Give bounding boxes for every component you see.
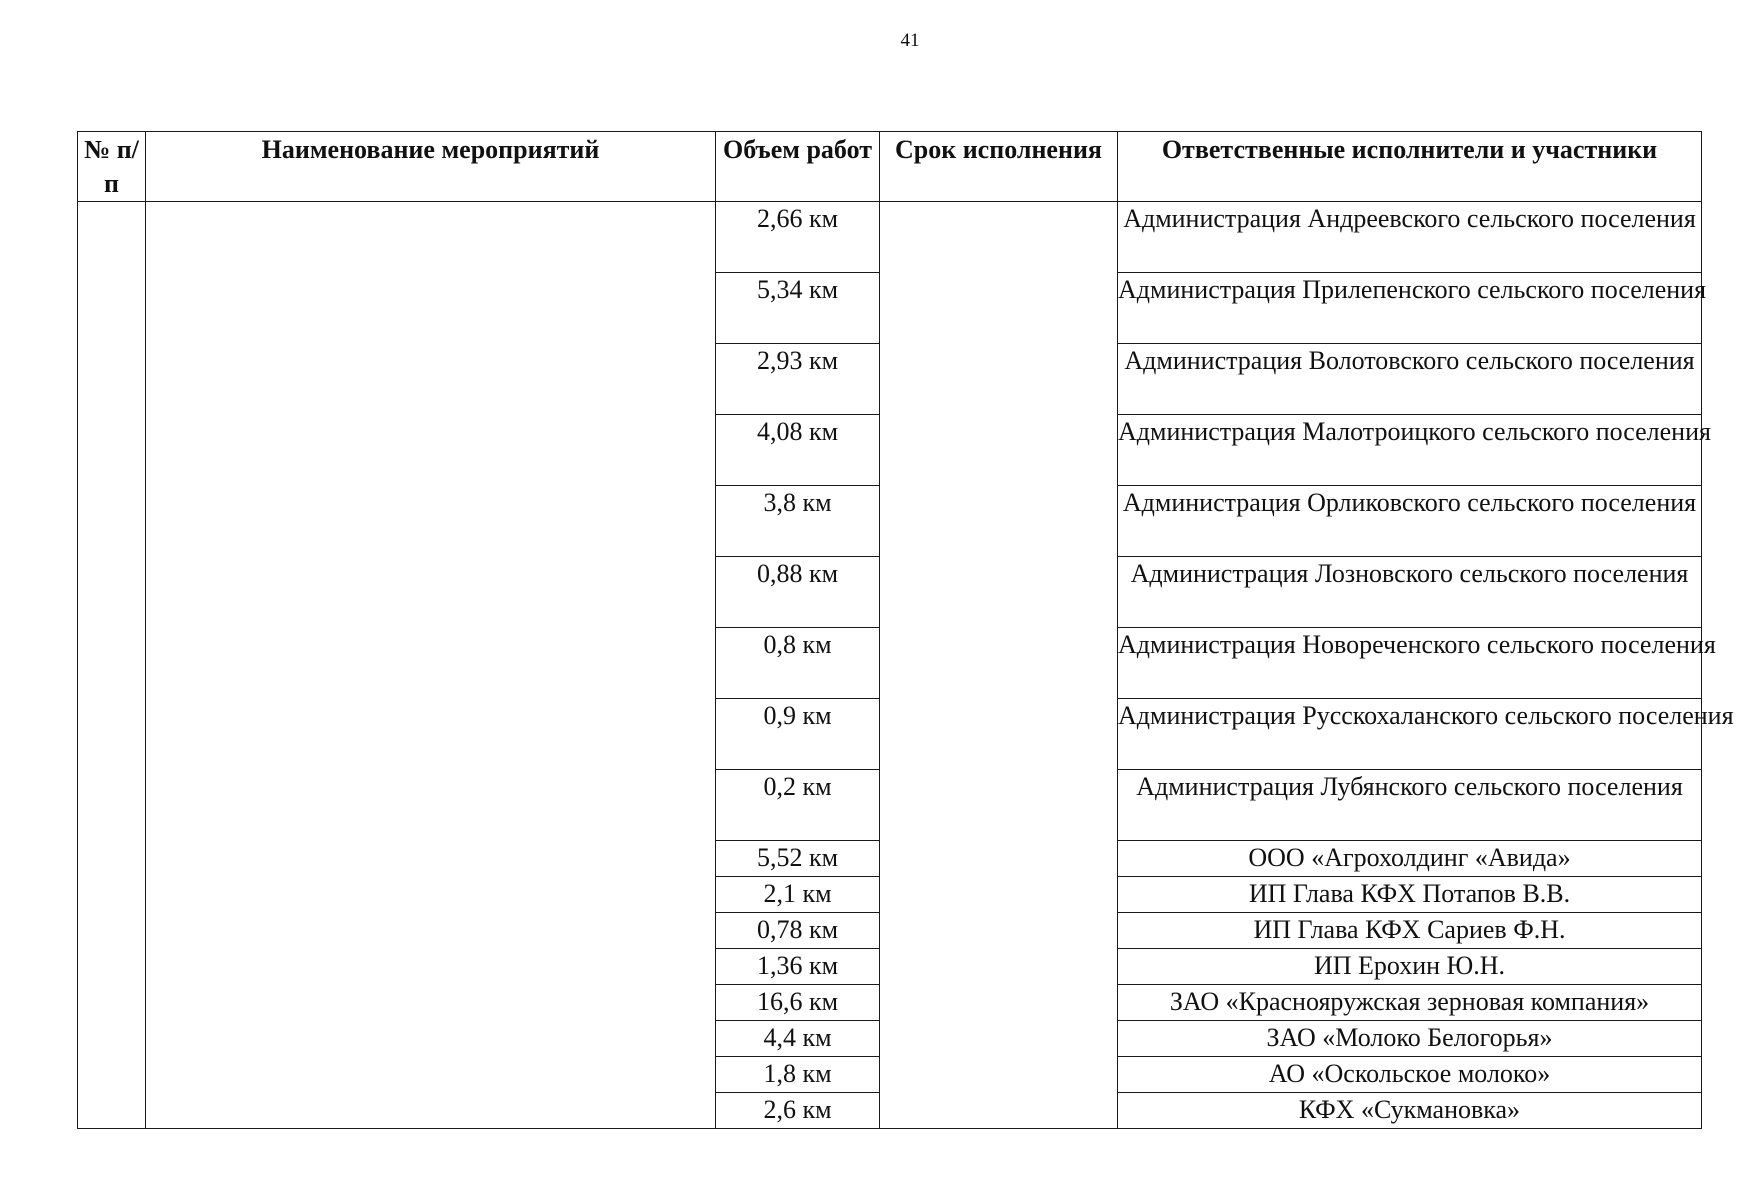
volume-cell: 2,1 км [716, 877, 880, 913]
volume-cell: 2,6 км [716, 1093, 880, 1129]
responsible-cell: Администрация Прилепенского сельского поселения [1118, 273, 1702, 344]
volume-cell: 3,8 км [716, 486, 880, 557]
responsible-cell: Администрация Лозновского сельского поселения [1118, 557, 1702, 628]
responsible-cell: ИП Глава КФХ Потапов В.В. [1118, 877, 1702, 913]
volume-cell: 5,52 км [716, 841, 880, 877]
measures-table [77, 131, 1734, 1129]
number-cell [78, 202, 146, 1129]
responsible-cell: ЗАО «Краснояружская зерновая компания» [1118, 985, 1702, 1021]
page-number: 41 [900, 30, 920, 51]
volume-cell: 2,66 км [716, 202, 880, 273]
volume-cell: 5,34 км [716, 273, 880, 344]
responsible-cell: Администрация Волотовского сельского поселения [1118, 344, 1702, 415]
responsible-cell: Администрация Малотроицкого сельского поселения [1118, 415, 1702, 486]
responsible-cell: ИП Ерохин Ю.Н. [1118, 949, 1702, 985]
table-header [78, 132, 1702, 202]
name-cell [146, 202, 716, 1129]
header-name: Наименование мероприятий [146, 132, 716, 202]
volume-cell: 0,9 км [716, 699, 880, 770]
responsible-cell: Администрация Андреевского сельского поселения [1118, 202, 1702, 273]
volume-cell: 0,2 км [716, 770, 880, 841]
volume-cell: 1,36 км [716, 949, 880, 985]
responsible-cell: Администрация Новореченского сельского поселения [1118, 628, 1702, 699]
responsible-cell: АО «Оскольское молоко» [1118, 1057, 1702, 1093]
volume-cell: 4,4 км [716, 1021, 880, 1057]
volume-cell: 0,78 км [716, 913, 880, 949]
volume-cell: 16,6 км [716, 985, 880, 1021]
header-responsible: Ответственные исполнители и участники [1118, 132, 1702, 202]
header-volume: Объем работ [716, 132, 880, 202]
responsible-cell: Администрация Лубянского сельского поселения [1118, 770, 1702, 841]
responsible-cell: ЗАО «Молоко Белогорья» [1118, 1021, 1702, 1057]
responsible-cell: ООО «Агрохолдинг «Авида» [1118, 841, 1702, 877]
table-row [78, 202, 1702, 273]
responsible-cell: Администрация Русскохаланского сельского поселения [1118, 699, 1702, 770]
responsible-cell: КФХ «Сукмановка» [1118, 1093, 1702, 1129]
header-number: № п/п [78, 132, 146, 202]
volume-cell: 1,8 км [716, 1057, 880, 1093]
term-cell [880, 202, 1118, 1129]
volume-cell: 4,08 км [716, 415, 880, 486]
volume-cell: 0,8 км [716, 628, 880, 699]
header-term: Срок исполнения [880, 132, 1118, 202]
responsible-cell: Администрация Орликовского сельского поселения [1118, 486, 1702, 557]
responsible-cell: ИП Глава КФХ Сариев Ф.Н. [1118, 913, 1702, 949]
volume-cell: 2,93 км [716, 344, 880, 415]
volume-cell: 0,88 км [716, 557, 880, 628]
table-body [78, 202, 1734, 1129]
